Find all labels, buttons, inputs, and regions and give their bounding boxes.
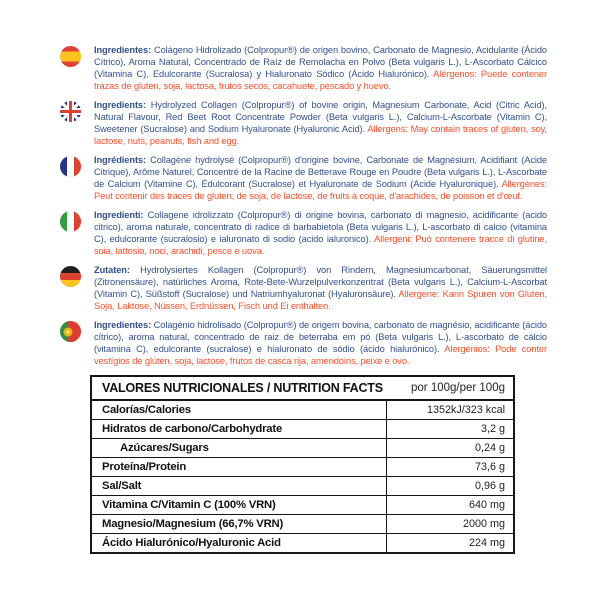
row-value: 1352kJ/323 kcal (426, 404, 505, 416)
table-row (92, 534, 513, 552)
row-value: 0,96 g (474, 480, 505, 492)
ingredients-paragraph (94, 154, 547, 202)
row-value: 73,6 g (474, 461, 505, 473)
ingredients-label: Ingredients: (94, 100, 147, 110)
table-row (92, 458, 513, 477)
per-100g-label: por 100g/per 100g (411, 382, 505, 394)
ingredients-text: Hydrolysiertes Kollagen (Colpropur®) von Rindern, Magnesiumcarbonat, Säuerungsmittel (Zitronensäure), natürliches Aroma, Rote-Bete-Wurzelpulverkonzentrat (Beta vulgaris L.), Calcium-L-Ascorbat (Vitamin C), Süßstoff (Sucralose) und Natriumhyaluronat (Hyaluronsäure). (94, 265, 547, 299)
allergen-text: Allergeni: Può contenere tracce di glutine, soia, lattosio, noci, arachidi, pesce e uova. (94, 234, 547, 256)
ingredient-section-gb (60, 99, 547, 147)
table-row (92, 439, 513, 458)
ingredients-label: Ingrédients: (94, 155, 147, 165)
table-row (92, 401, 513, 420)
ingredients-text: Collagene idrolizzato (Colpropur®) di origine bovina, carbonato di magnesio, acidificante (acido citrico), aroma naturale, concentrato di radice di barbabietola (Beta vulgaris L.), L-ascorbato di calcio (vitamina C), edulcorante (sucralosio) e ialuronato di sodio (acido ialuronico). (94, 210, 547, 244)
ingredient-section-fr (60, 154, 547, 202)
table-header (92, 377, 513, 401)
ingredients-paragraph (94, 99, 547, 147)
ingredients-text: Collagène hydrolysé (Colpropur®) d'origine bovine, Carbonate de Magnésium, Acidifiant (Acide Citrique), Arôme Naturel, Concentré de la Racine de Betterave Rouge en Poudre (Beta vulgaris L.), L-Ascorbate de Calcium (Vitamine C), Édulcorant (Sucralose) et Hyaluronate de Sodium (Acide Hyaluronique). (94, 155, 547, 189)
ingredients-paragraph (94, 209, 547, 257)
row-value: 3,2 g (480, 423, 505, 435)
ingredients-label: Zutaten: (94, 265, 130, 275)
row-label: Hidratos de carbono/Carbohydrate (92, 420, 387, 438)
france-flag-icon (60, 156, 81, 177)
row-value: 640 mg (468, 499, 505, 511)
ingredients-paragraph (94, 44, 547, 92)
nutrition-table (90, 375, 515, 554)
allergen-text: Allergens: May contain traces of gluten, soy, lactose, nuts, peanuts, fish and egg. (94, 124, 548, 146)
row-label: Sal/Salt (92, 477, 387, 495)
ingredient-section-pt (60, 319, 547, 367)
table-body (92, 401, 513, 552)
italy-flag-icon (60, 211, 81, 232)
germany-flag-icon (60, 266, 81, 287)
spain-flag-icon (60, 46, 81, 67)
table-title: VALORES NUTRICIONALES / NUTRITION FACTS (102, 381, 383, 395)
ingredients-label: Ingredienti: (94, 210, 144, 220)
table-row (92, 420, 513, 439)
uk-flag-icon (60, 101, 81, 122)
ingredients-sections (60, 44, 547, 367)
ingredients-label: Ingredientes: (94, 320, 152, 330)
row-value: 224 mg (468, 537, 505, 549)
row-label: Ácido Hialurónico/Hyaluronic Acid (92, 534, 387, 552)
row-label: Vitamina C/Vitamin C (100% VRN) (92, 496, 387, 514)
row-value: 0,24 g (474, 442, 505, 454)
ingredients-text: Colagénio hidrolisado (Colpropur®) de origem bovina, carbonato de magnésio, acidificante (ácido cítrico), aroma natural, concentrado de raiz de beterraba em pó (Beta vulgaris L.), L-ascorbato de cálcio (vitamina C), edulcorante (sucralose) e hialuronato de sódio (ácido hialurónico). (94, 320, 547, 354)
ingredients-text: Colágeno Hidrolizado (Colpropur®) de origen bovino, Carbonato de Magnesio, Acidulante (Ácido Cítrico), Aroma Natural, Concentrado de Raíz de Remolacha en Polvo (Beta vulgaris L.), L-Ascorbato Cálcico (Vitamina C), Edulcorante (Sucralosa) y Hialuronato Sódico (Ácido Hialurónico). (94, 45, 547, 79)
table-row (92, 515, 513, 534)
ingredient-section-de (60, 264, 547, 312)
row-label: Magnesio/Magnesium (66,7% VRN) (92, 515, 387, 533)
allergen-text: Alérgenos: Puede contener trazas de gluten, soja, lactosa, frutos secos, cacahuete, pescado y huevo. (94, 69, 547, 91)
ingredient-section-it (60, 209, 547, 257)
label-content (60, 44, 547, 554)
ingredients-label: Ingredientes: (94, 45, 152, 55)
allergen-text: Allergene: Kann Spuren von Gluten, Soja, Laktose, Nüssen, Erdnüssen, Fisch und Ei enthalten. (94, 289, 548, 311)
portugal-flag-icon (60, 321, 81, 342)
allergen-text: Allergènes: Peut contenir des traces de gluten, de soja, de lactose, de fruits à coque, d'arachides, de poisson et d'œuf. (94, 179, 547, 201)
ingredients-paragraph (94, 319, 547, 367)
row-label: Proteína/Protein (92, 458, 387, 476)
row-value: 2000 mg (462, 518, 505, 530)
ingredient-section-es (60, 44, 547, 92)
table-row (92, 496, 513, 515)
row-label: Azúcares/Sugars (92, 439, 387, 457)
row-label: Calorías/Calories (92, 401, 387, 419)
allergen-text: Alergénios: Pode conter vestígios de glúten, soja, lactose, frutos de casca rija, amendoins, peixe e ovo. (94, 344, 547, 366)
ingredients-paragraph (94, 264, 547, 312)
ingredients-text: Hydrolyzed Collagen (Colpropur®) of bovine origin, Magnesium Carbonate, Acid (Citric Acid), Natural Flavour, Red Beet Root Concentrate Powder (Beta vulgaris L.), Calcium-L-Ascorbate (Vitamin C), Sweetener (Sucralose) and Sodium Hyaluronate (Hyaluronic Acid). (94, 100, 547, 134)
table-row (92, 477, 513, 496)
